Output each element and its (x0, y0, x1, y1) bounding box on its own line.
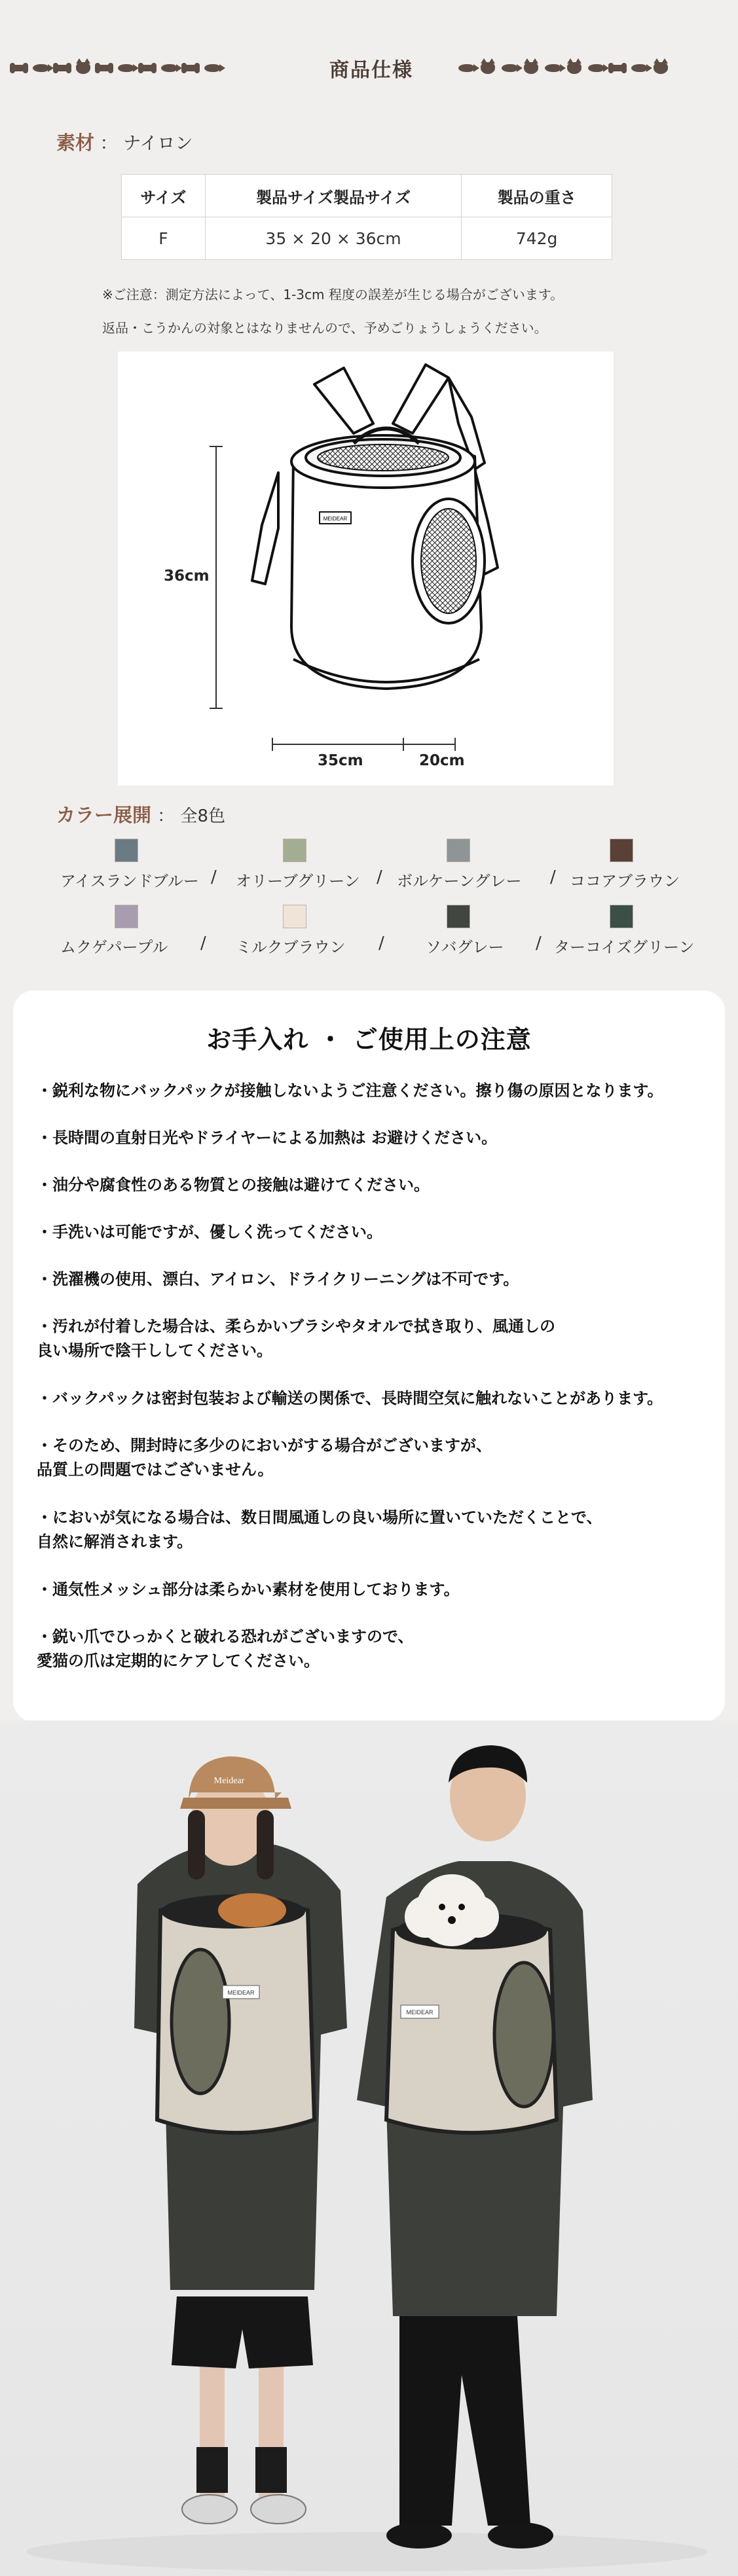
color-name: オリーブグリーン (236, 872, 360, 890)
bone-icon (140, 65, 155, 71)
care-item: ・においが気になる場合は、数日間風通しの良い場所に置いていただくことで、 自然に解消されます。 (37, 1508, 602, 1551)
fish-icon (631, 64, 647, 72)
color-swatch[interactable] (610, 905, 633, 928)
care-item: ・油分や腐食性のある物質との接触は避けてください。 (37, 1176, 430, 1194)
fish-icon (33, 64, 48, 72)
color-swatch[interactable] (115, 839, 138, 862)
care-title: お手入れ ・ ご使用上の注意 (206, 1025, 532, 1054)
color-divider: / (536, 934, 542, 953)
color-swatch[interactable] (115, 905, 138, 928)
fish-icon (161, 64, 177, 72)
dimension-illustration (118, 352, 614, 786)
color-divider: / (377, 867, 382, 887)
care-item: ・そのため、開封時に多少のにおいがする場合がございますが、 品質上の問題ではございません。 (37, 1436, 492, 1479)
color-divider: / (200, 934, 206, 953)
color-name: ボルケーングレー (397, 872, 522, 890)
bag-logo-text: MEIDEAR (227, 1989, 255, 1996)
cat-icon (567, 62, 581, 74)
cat-icon (481, 62, 495, 74)
bag-logo-text: MEIDEAR (323, 516, 348, 522)
color-swatch[interactable] (610, 839, 633, 862)
color-name: ムクゲパープル (60, 938, 168, 956)
table-cell: F (122, 217, 206, 260)
table-row (122, 217, 612, 260)
care-item: ・鋭い爪でひっかくと破れる恐れがございますので、 愛猫の爪は定期的にケアしてください。 (37, 1627, 414, 1670)
cap-logo-text: Meidear (213, 1776, 245, 1786)
depth-label: 20cm (419, 752, 465, 769)
material-line (56, 128, 193, 155)
color-divider: / (550, 867, 556, 887)
color-swatch[interactable] (283, 839, 306, 862)
table-header-cell: 製品サイズ製品サイズ (205, 175, 461, 217)
bone-icon (183, 65, 198, 71)
page-title: 商品仕様 (329, 59, 413, 82)
bag-logo-text: MEIDEAR (406, 2009, 434, 2016)
color-name: ソバグレー (426, 938, 504, 956)
color-divider: / (378, 934, 384, 953)
model-photo (0, 1720, 738, 2576)
fish-icon (118, 64, 134, 72)
table-cell: 742g (462, 217, 612, 260)
note-line: ※ご注意：測定方法によって、1-3cm 程度の誤差が生じる場合がございます。 (102, 287, 564, 302)
fish-icon (545, 64, 561, 72)
care-notice-card (13, 990, 725, 1722)
care-item: ・洗濯機の使用、漂白、アイロン、ドライクリーニングは不可です。 (37, 1270, 519, 1288)
care-item: ・鋭利な物にバックパックが接触しないようご注意ください。擦り傷の原因となります。 (37, 1081, 663, 1100)
color-label: カラー展開 (56, 804, 152, 826)
section-header (0, 46, 738, 90)
material-separator: ： (100, 134, 118, 154)
care-item: ・バックパックは密封包装および輸送の関係で、長時間空気に触れないことがあります。 (37, 1389, 663, 1407)
fish-icon (458, 64, 474, 72)
table-header-row (122, 175, 612, 217)
decor-right (458, 60, 668, 76)
color-name: アイスランドブルー (60, 872, 199, 890)
decor-left (12, 60, 220, 76)
note-line: 返品・こうかんの対象とはなりませんので、予めごりょうしょうください。 (102, 320, 547, 336)
fish-icon (502, 64, 517, 72)
color-name: ミルクブラウン (236, 938, 346, 956)
table-header-cell: サイズ (122, 175, 206, 217)
material-value: ナイロン (123, 134, 193, 154)
color-heading (56, 801, 225, 827)
color-swatch[interactable] (283, 905, 306, 928)
care-item: ・汚れが付着した場合は、柔らかいブラシやタオルで拭き取り、風通しの 良い場所で陰干ししてください。 (37, 1317, 555, 1360)
table-cell: 35 × 20 × 36cm (205, 217, 461, 260)
color-name: ココアブラウン (570, 872, 680, 890)
color-swatch[interactable] (447, 905, 470, 928)
material-label: 素材 (56, 132, 95, 154)
color-separator: ： (157, 807, 175, 826)
color-divider: / (211, 867, 217, 887)
bone-icon (55, 65, 69, 71)
cat-icon (524, 62, 538, 74)
height-label: 36cm (164, 568, 210, 585)
color-name: ターコイズグリーン (554, 938, 695, 956)
table-header-cell: 製品の重さ (462, 175, 612, 217)
bone-icon (97, 65, 111, 71)
width-label: 35cm (318, 752, 363, 769)
color-swatch[interactable] (447, 839, 470, 862)
color-count: 全8色 (180, 807, 226, 826)
size-table (121, 174, 612, 260)
people-with-pet-backpacks-illustration (0, 1720, 738, 2576)
cat-icon (76, 62, 90, 74)
care-item: ・通気性メッシュ部分は柔らかい素材を使用しております。 (37, 1580, 460, 1599)
care-item: ・手洗いは可能ですが、優しく洗ってください。 (37, 1223, 382, 1241)
bone-icon (12, 65, 26, 71)
cat-icon (654, 62, 668, 74)
care-item: ・長時間の直射日光やドライヤーによる加熱は お避けください。 (37, 1129, 498, 1147)
bone-icon (610, 65, 625, 71)
fish-icon (588, 64, 604, 72)
fish-icon (204, 64, 220, 72)
